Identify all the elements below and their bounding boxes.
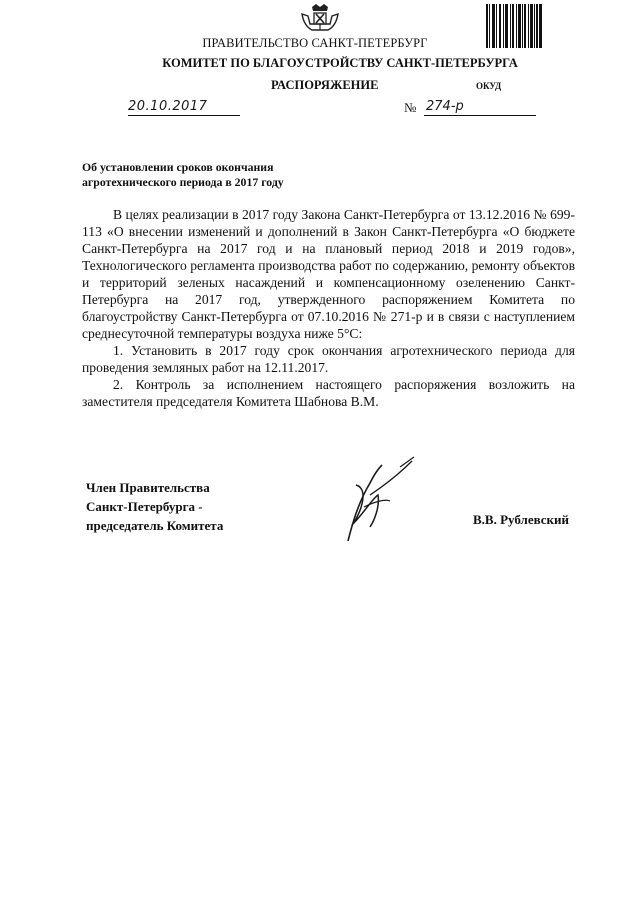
number-sign: № <box>404 100 417 115</box>
coat-of-arms-emblem-icon <box>296 4 344 32</box>
signer-title-line: Санкт-Петербурга - <box>86 499 203 514</box>
date-handwritten: 20.10.2017 <box>128 99 208 114</box>
preamble-paragraph: В целях реализации в 2017 году Закона Санкт-Петербурга от 13.12.2016 № 699-113 «О внесении изменений и дополнений в Закон Санкт-Петербурга «О бюджете Санкт-Петербурга на 2017 год и на плановый период 2018 и 2019 годов», Технологического регламента производства работ по содержанию, ремонту объектов и территорий зеленых насаждений и компенсационному озеленению Санкт-Петербурга на 2017 год, утвержденного распоряжением Комитета по благоустройству Санкт-Петербурга от 07.10.2016 № 271-р и в связи с наступлением среднесуточной температуры воздуха ниже 5°С: <box>82 207 575 341</box>
handwritten-signature-icon <box>330 455 420 545</box>
signee-name: В.В. Рублевский <box>473 512 570 527</box>
date-field <box>128 97 240 116</box>
document-body <box>82 206 575 410</box>
signer-title-line: председатель Комитета <box>86 518 224 533</box>
number-field <box>424 97 536 116</box>
government-title: ПРАВИТЕЛЬСТВО САНКТ-ПЕТЕРБУРГ <box>202 36 428 50</box>
committee-title: КОМИТЕТ ПО БЛАГОУСТРОЙСТВУ САНКТ-ПЕТЕРБУРГА <box>162 56 518 70</box>
signer-title <box>86 478 276 535</box>
signer-title-line: Член Правительства <box>86 480 210 495</box>
subject-line: Об установлении сроков окончания <box>82 160 274 174</box>
order-item-1: 1. Установить в 2017 году срок окончания агротехнического периода для проведения земляных работ на 12.11.2017. <box>82 343 575 375</box>
barcode-icon <box>486 4 542 48</box>
subject-line: агротехнического периода в 2017 году <box>82 175 284 189</box>
okud-label: ОКУД <box>476 81 502 91</box>
number-handwritten: 274-р <box>426 99 464 114</box>
order-item-2: 2. Контроль за исполнением настоящего распоряжения возложить на заместителя председателя Комитета Шабнова В.М. <box>82 377 575 409</box>
document-type-heading: РАСПОРЯЖЕНИЕ <box>271 78 379 92</box>
document-subject <box>82 160 342 190</box>
